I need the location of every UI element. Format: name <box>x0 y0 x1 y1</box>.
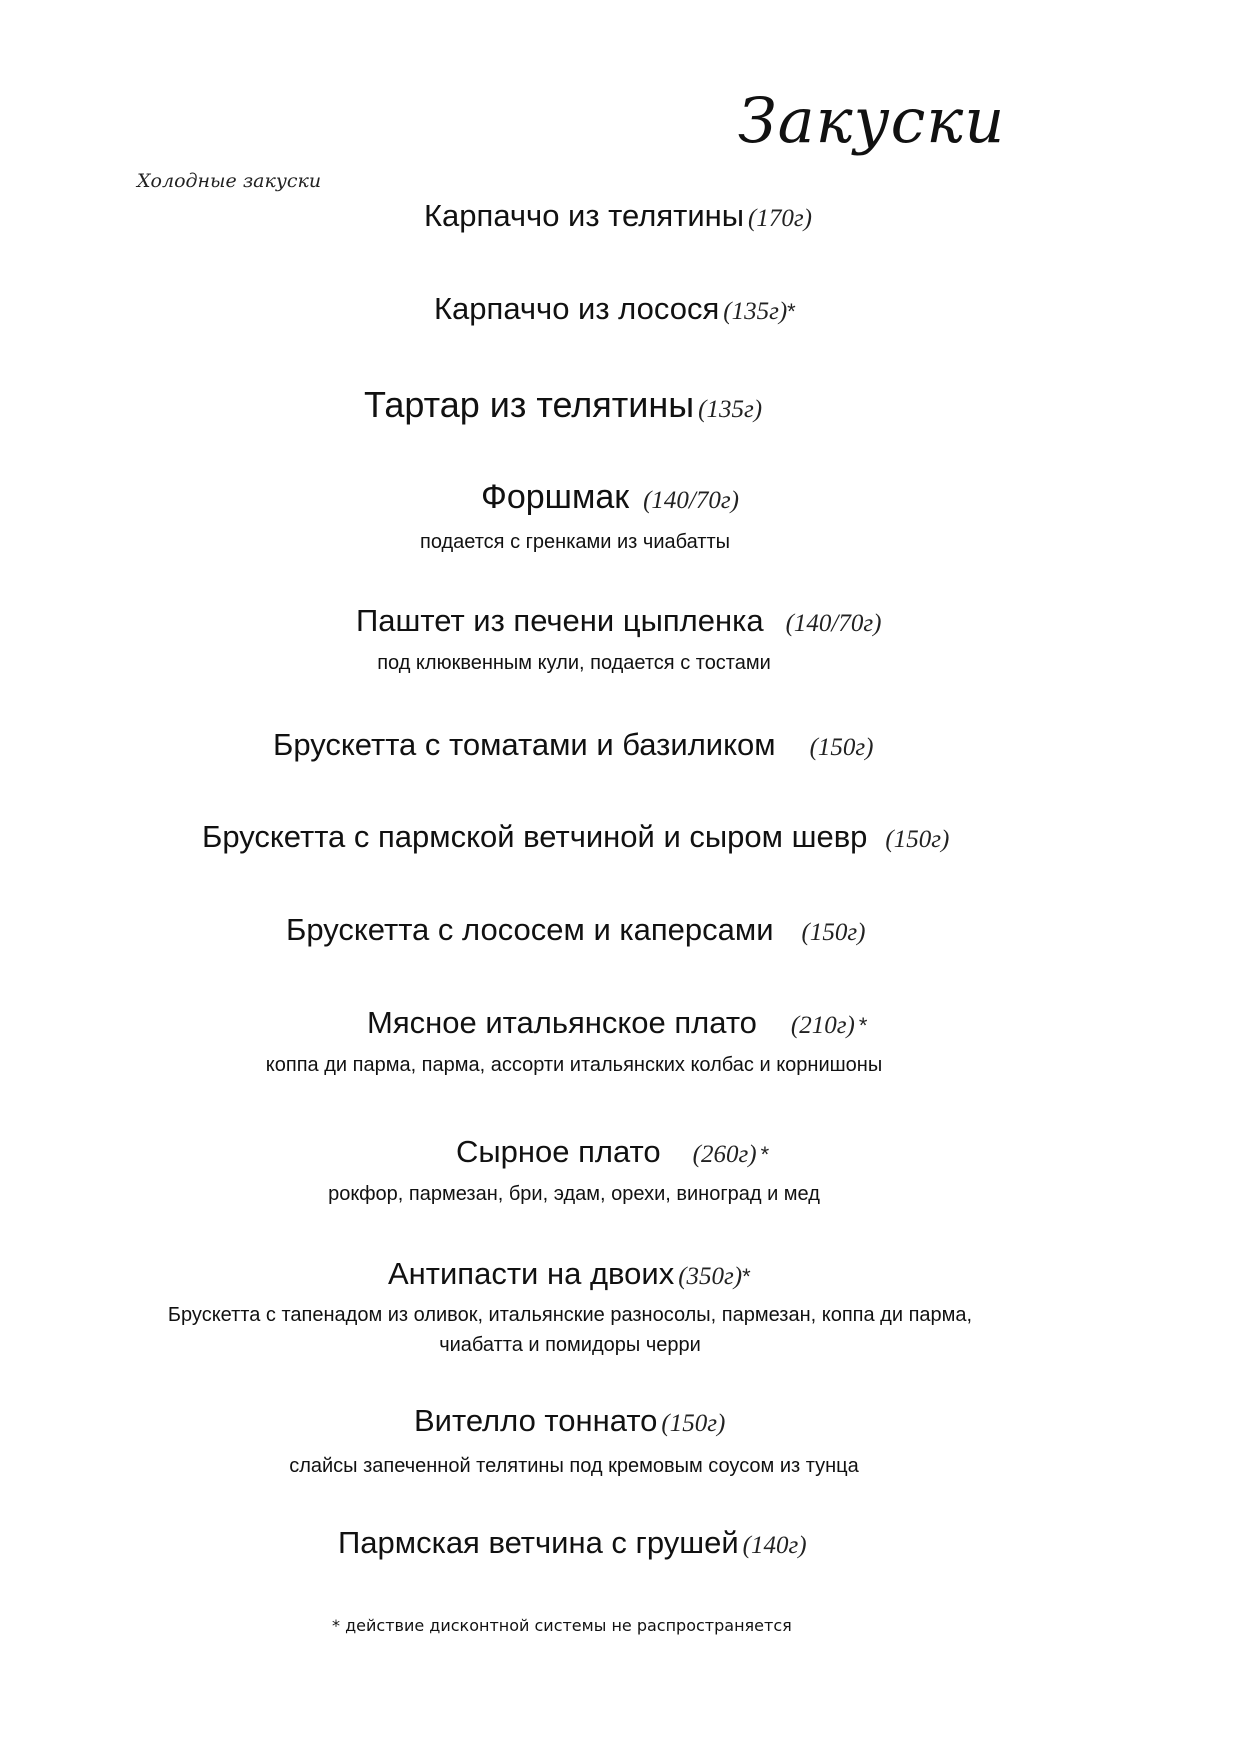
dish-weight: (135г) <box>698 396 763 423</box>
dish-weight: (140г) <box>742 1532 807 1559</box>
dish-name: Паштет из печени цыпленка <box>356 603 764 638</box>
menu-item <box>364 384 762 426</box>
menu-item <box>202 819 949 855</box>
menu-item <box>356 603 881 639</box>
menu-item <box>286 912 865 948</box>
dish-name: Форшмак <box>481 478 630 516</box>
dish-name: Тартар из телятины <box>364 384 695 425</box>
dish-weight: (260г) <box>692 1141 757 1168</box>
menu-item <box>414 1403 725 1439</box>
dish-description: под клюквенным кули, подается с тостами <box>377 652 771 674</box>
dish-weight: (150г) <box>801 919 866 946</box>
dish-name: Карпаччо из телятины <box>424 198 745 233</box>
menu-item <box>481 478 739 517</box>
dish-name: Мясное итальянское плато <box>367 1005 757 1040</box>
discount-star: * <box>742 1264 751 1289</box>
dish-description: коппа ди парма, парма, ассорти итальянских колбас и корнишоны <box>265 1054 883 1076</box>
dish-weight: (140/70г) <box>643 487 739 514</box>
dish-weight: (210г) <box>790 1012 855 1039</box>
dish-weight: (150г) <box>809 734 874 761</box>
dish-name: Вителло тоннато <box>414 1403 658 1438</box>
dish-name: Брускетта с пармской ветчиной и сыром шевр <box>202 819 868 854</box>
dish-name: Сырное плато <box>456 1134 661 1169</box>
dish-description: рокфор, пармезан, бри, эдам, орехи, виноград и мед <box>328 1183 820 1205</box>
menu-item <box>388 1256 751 1292</box>
menu-item <box>434 291 796 327</box>
menu-item <box>456 1134 769 1170</box>
menu-item <box>338 1525 807 1561</box>
page-title: Закуски <box>738 84 1006 157</box>
discount-star: * <box>787 299 796 324</box>
dish-name: Брускетта с лососем и каперсами <box>286 912 774 947</box>
dish-name: Карпаччо из лосося <box>434 291 720 326</box>
dish-weight: (150г) <box>885 826 950 853</box>
dish-name: Антипасти на двоих <box>388 1256 675 1291</box>
dish-weight: (150г) <box>661 1410 726 1437</box>
dish-weight: (140/70г) <box>785 610 882 637</box>
dish-description: Брускетта с тапенадом из оливок, итальянские разносолы, пармезан, коппа ди парма, чиабатта и помидоры черри <box>167 1304 973 1356</box>
dish-name: Пармская ветчина с грушей <box>338 1525 739 1560</box>
menu-item <box>367 1005 867 1041</box>
dish-name: Брускетта с томатами и базиликом <box>273 727 776 762</box>
dish-description: слайсы запеченной телятины под кремовым соусом из тунца <box>289 1455 859 1477</box>
dish-weight: (170г) <box>748 205 812 232</box>
dish-weight: (135г) <box>723 298 788 325</box>
section-label: Холодные закуски <box>137 170 322 192</box>
dish-weight: (350г) <box>678 1263 743 1290</box>
discount-star: * <box>858 1013 868 1038</box>
menu-item <box>273 727 874 763</box>
discount-star: * <box>760 1142 770 1167</box>
menu-item <box>424 198 812 234</box>
dish-description: подается с гренками из чиабатты <box>419 531 730 553</box>
footnote: * действие дисконтной системы не распространяется <box>332 1616 792 1635</box>
